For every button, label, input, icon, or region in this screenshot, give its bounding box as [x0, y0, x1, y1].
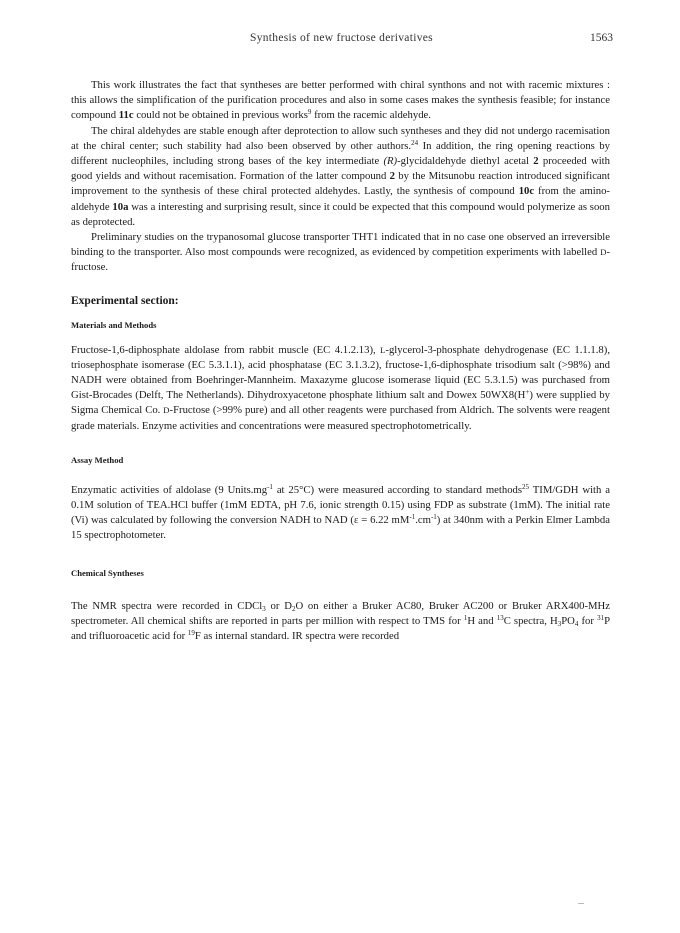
assay-paragraph: Enzymatic activities of aldolase (9 $Units.mg^{-1}$ at 25°C) were measured according to standard methods$^{25}$ TIM/GDH with a 0.1M solution of TEA.HCl buffer (1mM EDTA, pH 7.6, ionic strength 0.15) using FDP as substrate (1mM). The initial rate (Vi) was calculated by following the conversion NADH to NAD (ε = 6.22 $mM^{-1}.cm^{-1}$) at 340nm with a Perkin Elmer Lambda 15 spectrophotometer.	[71, 482, 611, 542]
chemical-heading: Chemical Syntheses	[71, 567, 144, 578]
intro-paragraph-3: Preliminary studies on the trypanosomal glucose transporter THT1 indicated that in no case one observed an irreversible binding to the transporter. Also most compounds were recognized, as evidenced by competition experiments with labelled D-fructose.	[71, 231, 610, 274]
running-title: Synthesis of new fructose derivatives	[250, 32, 433, 44]
experimental-heading: Experimental section:	[71, 294, 179, 307]
assay-heading: Assay Method	[71, 454, 124, 465]
reference-9: 9	[307, 108, 312, 117]
running-header	[0, 32, 680, 48]
page-number: 1563	[590, 32, 613, 44]
reference-25: 25	[522, 482, 530, 491]
intro-paragraph-1: This work illustrates the fact that syntheses are better performed with chiral synthons and not with racemic mixtures : this allows the simplification of the purification procedures and also in some cases makes the synthesis feasible; for instance compound 11c could not be obtained in previous works$^9$ from the racemic aldehyde.	[71, 79, 610, 122]
materials-heading: Materials and Methods	[71, 319, 157, 330]
scan-mark	[578, 903, 584, 904]
reference-24: 24	[411, 138, 419, 147]
intro-paragraph-2: The chiral aldehydes are stable enough after deprotection to allow such syntheses and they did not undergo racemisation at the chiral center; such stability had also been observed by other authors.$^{24}$ In addition, the ring opening reactions by different nucleophiles, including strong bases of the key intermediate (R)-glycidaldehyde diethyl acetal 2 proceeded with good yields and without racemisation. Formation of the latter compound 2 by the Mitsunobu reaction introduced significant improvement to the synthesis of these chiral protected aldehydes. Lastly, the synthesis of compound 10c from the amino-aldehyde 10a was a interesting and surprising result, since it could be expected that this compound would polymerize as soon as deprotected.	[71, 124, 610, 228]
chemical-paragraph: The NMR spectra were recorded in CDCl$_3$ or $D_2O$ on either a Bruker AC80, Bruker AC200 or Bruker ARX400-MHz spectrometer. All chemical shifts are reported in parts per million with respect to TMS for $^1$H and $^{13}$C spectra, $H_3PO_4$ for $^{31}$P and trifluoroacetic acid for $^{19}$F as internal standard. IR spectra were recorded	[71, 599, 611, 643]
materials-paragraph: Fructose-1,6-diphosphate aldolase from rabbit muscle (EC 4.1.2.13), L-glycerol-3-phosphate dehydrogenase (EC 1.1.1.8), triosephosphate isomerase (EC 5.3.1.1), acid phosphatase (EC 3.1.3.2), fructose-1,6-diphosphate trisodium salt (>98%) and NADH were obtained from Boehringer-Mannheim. Maxazyme glucose isomerase liquid (EC 5.3.1.5) was purchased from Gist-Brocades (Delft, The Netherlands). Dihydroxyacetone phosphate lithium salt and Dowex 50WX8(H+) were supplied by Sigma Chemical Co. D-Fructose (>99% pure) and all other reagents were purchased from Aldrich. The solvents were reagent grade materials. Enzyme activities and concentrations were measured spectrophotometrically.	[71, 343, 610, 432]
page-body	[71, 78, 610, 644]
